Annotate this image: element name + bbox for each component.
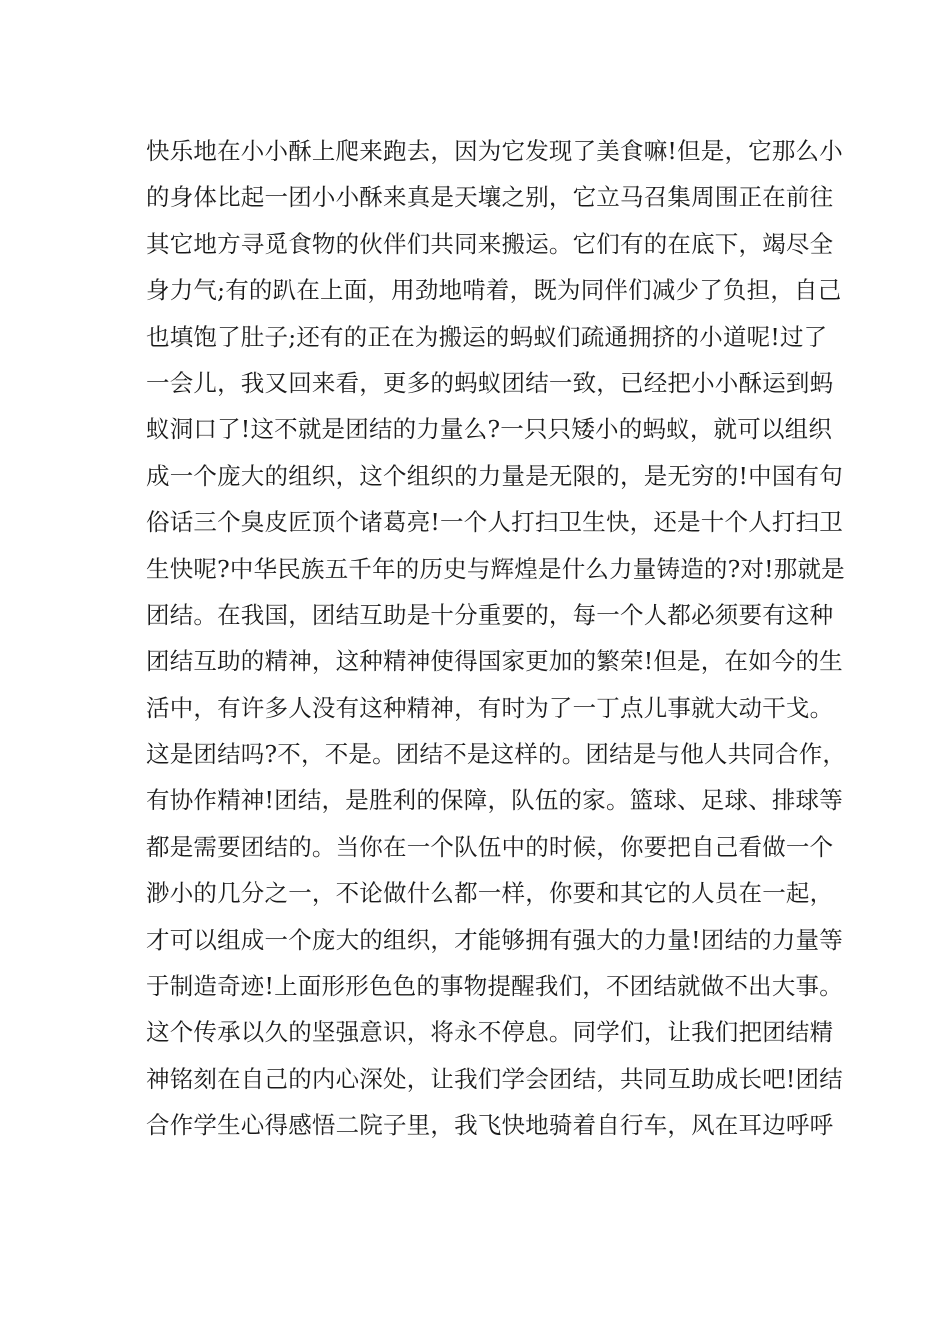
text-line: 于制造奇迹!上面形形色色的事物提醒我们，不团结就做不出大事。 xyxy=(146,972,843,1001)
text-line: 成一个庞大的组织，这个组织的力量是无限的，是无穷的!中国有句 xyxy=(146,461,843,490)
text-line: 蚁洞口了!这不就是团结的力量么?一只只矮小的蚂蚁，就可以组织 xyxy=(146,415,833,444)
text-line: 都是需要团结的。当你在一个队伍中的时候，你要把自己看做一个 xyxy=(146,832,834,861)
text-line: 生快呢?中华民族五千年的历史与辉煌是什么力量铸造的?对!那就是 xyxy=(146,554,845,583)
text-line: 团结。在我国，团结互助是十分重要的，每一个人都必须要有这种 xyxy=(146,600,834,629)
text-line: 团结互助的精神，这种精神使得国家更加的繁荣!但是，在如今的生 xyxy=(146,647,843,676)
text-line: 也填饱了肚子;还有的正在为搬运的蚂蚁们疏通拥挤的小道呢!过了 xyxy=(146,322,828,351)
text-line: 有协作精神!团结，是胜利的保障，队伍的家。篮球、足球、排球等 xyxy=(146,786,843,815)
text-line: 渺小的几分之一，不论做什么都一样，你要和其它的人员在一起， xyxy=(146,879,834,908)
text-line: 的身体比起一团小小酥来真是天壤之别，它立马召集周围正在前往 xyxy=(146,183,834,212)
text-line: 神铭刻在自己的内心深处，让我们学会团结，共同互助成长吧!团结 xyxy=(146,1064,843,1093)
text-line: 合作学生心得感悟二院子里，我飞快地骑着自行车，风在耳边呼呼 xyxy=(146,1111,834,1140)
text-line: 这是团结吗?不，不是。团结不是这样的。团结是与他人共同合作， xyxy=(146,740,847,769)
body-text xyxy=(146,128,847,1149)
text-line: 俗话三个臭皮匠顶个诸葛亮!一个人打扫卫生快，还是十个人打扫卫 xyxy=(146,508,843,537)
text-line: 身力气;有的趴在上面，用劲地啃着，既为同伴们减少了负担，自己 xyxy=(146,276,842,305)
text-line: 活中，有许多人没有这种精神，有时为了一丁点儿事就大动干戈。 xyxy=(146,693,834,722)
text-line: 快乐地在小小酥上爬来跑去，因为它发现了美食嘛!但是，它那么小 xyxy=(146,137,843,165)
text-line: 一会儿，我又回来看，更多的蚂蚁团结一致，已经把小小酥运到蚂 xyxy=(146,368,834,397)
text-line: 这个传承以久的坚强意识，将永不停息。同学们，让我们把团结精 xyxy=(146,1018,834,1047)
text-line: 才可以组成一个庞大的组织，才能够拥有强大的力量!团结的力量等 xyxy=(146,925,843,954)
text-line: 其它地方寻觅食物的伙伴们共同来搬运。它们有的在底下，竭尽全 xyxy=(146,229,834,258)
